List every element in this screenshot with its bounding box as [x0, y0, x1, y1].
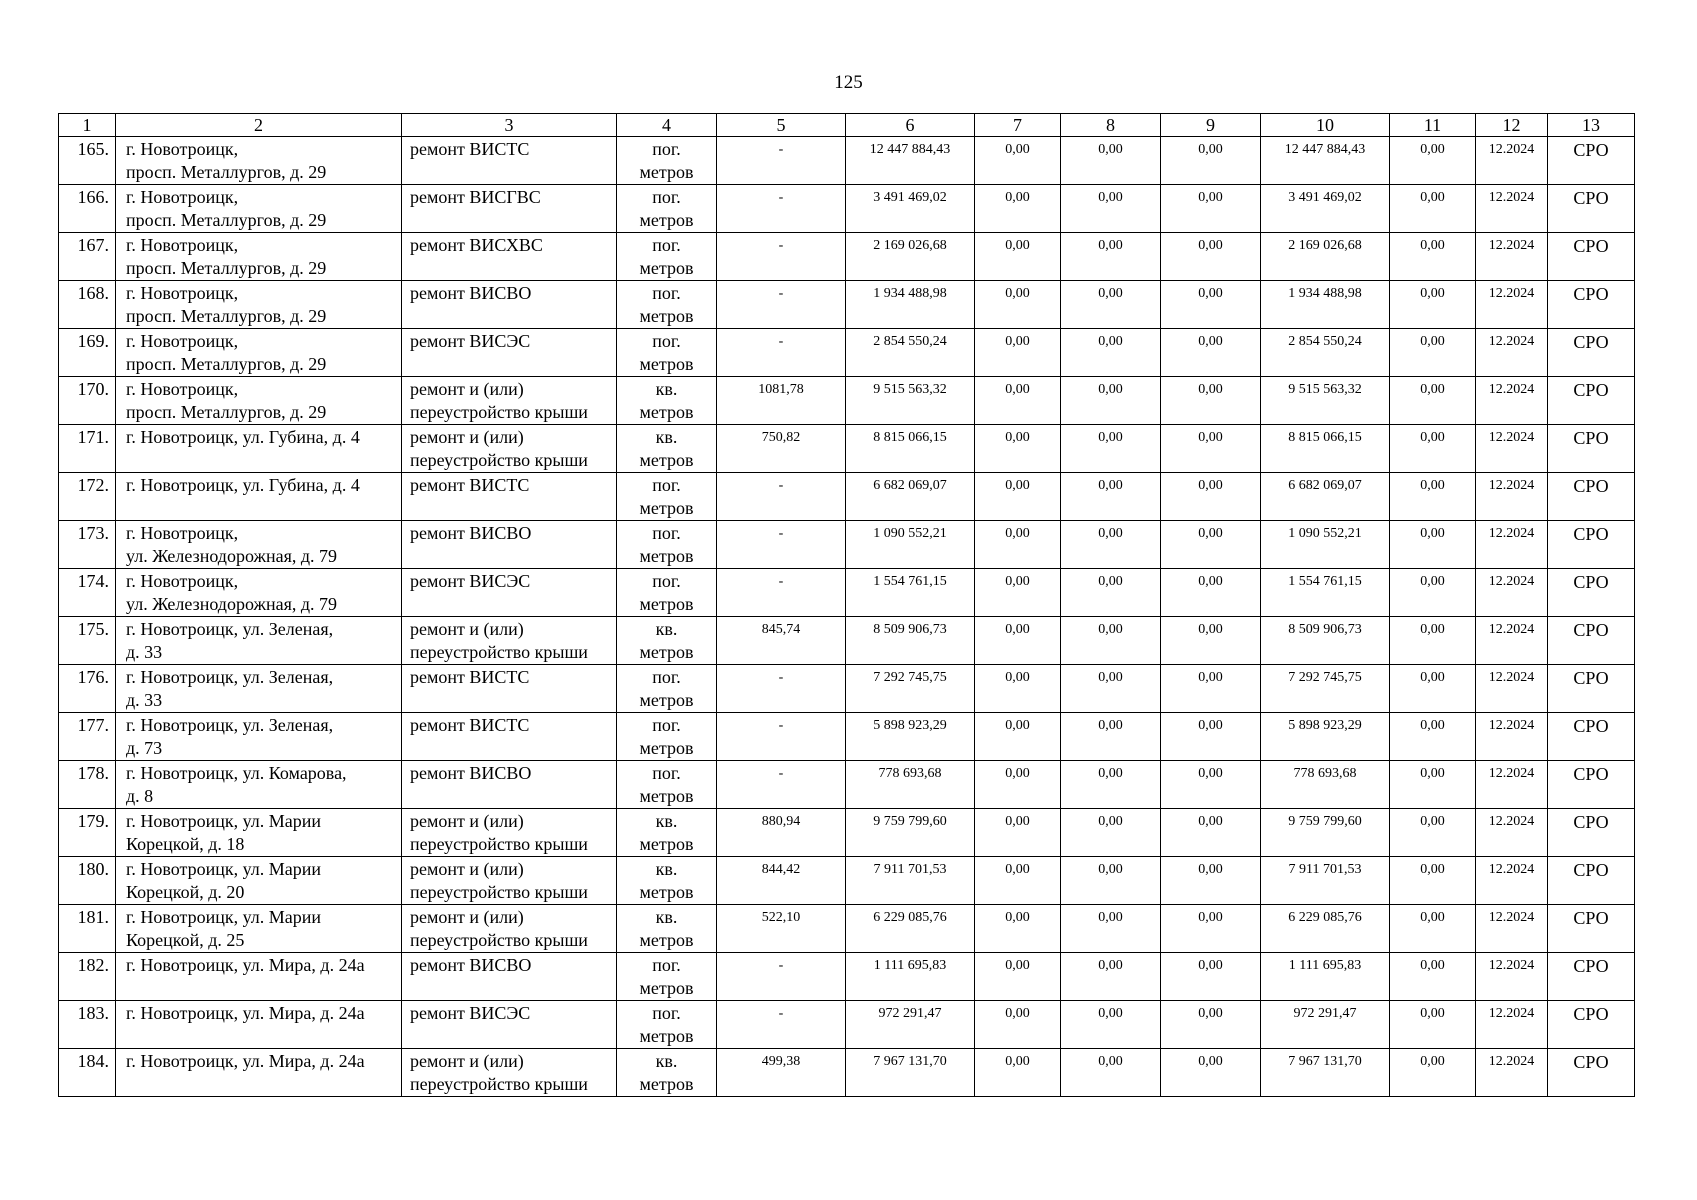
row-number: 179.: [59, 809, 116, 857]
unit-cell: пог. метров: [617, 665, 717, 713]
period-cell: 12.2024: [1476, 1049, 1548, 1097]
work-type-cell: ремонт ВИСТС: [402, 473, 617, 521]
total-cost-cell: 6 682 069,07: [846, 473, 975, 521]
volume-cell: 880,94: [717, 809, 846, 857]
unit-cell: пог. метров: [617, 761, 717, 809]
address-cell: г. Новотроицк, ул. Зеленая, д. 33: [116, 665, 402, 713]
cost-cell: 0,00: [1061, 1001, 1161, 1049]
unit-cell: пог. метров: [617, 1001, 717, 1049]
period-cell: 12.2024: [1476, 569, 1548, 617]
cost-cell: 0,00: [975, 809, 1061, 857]
column-header: 5: [717, 114, 846, 137]
row-number: 180.: [59, 857, 116, 905]
row-number: 168.: [59, 281, 116, 329]
table-row: [59, 185, 1635, 233]
cost-cell: 6 229 085,76: [1261, 905, 1390, 953]
cost-cell: 0,00: [1390, 377, 1476, 425]
cost-cell: 0,00: [975, 233, 1061, 281]
unit-cell: пог. метров: [617, 569, 717, 617]
row-number: 175.: [59, 617, 116, 665]
work-type-cell: ремонт и (или) переустройство крыши: [402, 809, 617, 857]
total-cost-cell: 8 509 906,73: [846, 617, 975, 665]
period-cell: 12.2024: [1476, 665, 1548, 713]
table-row: [59, 905, 1635, 953]
cost-cell: 778 693,68: [1261, 761, 1390, 809]
cost-cell: 0,00: [975, 953, 1061, 1001]
total-cost-cell: 12 447 884,43: [846, 137, 975, 185]
address-cell: г. Новотроицк, ул. Губина, д. 4: [116, 425, 402, 473]
executor-cell: СРО: [1548, 137, 1635, 185]
cost-cell: 7 292 745,75: [1261, 665, 1390, 713]
unit-cell: кв. метров: [617, 857, 717, 905]
cost-cell: 0,00: [975, 281, 1061, 329]
cost-cell: 7 911 701,53: [1261, 857, 1390, 905]
volume-cell: 499,38: [717, 1049, 846, 1097]
volume-cell: -: [717, 473, 846, 521]
executor-cell: СРО: [1548, 761, 1635, 809]
cost-cell: 0,00: [1061, 521, 1161, 569]
table-row: [59, 425, 1635, 473]
cost-cell: 0,00: [1061, 665, 1161, 713]
total-cost-cell: 7 292 745,75: [846, 665, 975, 713]
address-cell: г. Новотроицк, просп. Металлургов, д. 29: [116, 185, 402, 233]
address-cell: г. Новотроицк, просп. Металлургов, д. 29: [116, 233, 402, 281]
address-cell: г. Новотроицк, ул. Мира, д. 24а: [116, 953, 402, 1001]
cost-cell: 0,00: [1161, 1049, 1261, 1097]
unit-cell: кв. метров: [617, 377, 717, 425]
unit-cell: кв. метров: [617, 617, 717, 665]
row-number: 174.: [59, 569, 116, 617]
total-cost-cell: 7 967 131,70: [846, 1049, 975, 1097]
cost-cell: 0,00: [1161, 233, 1261, 281]
period-cell: 12.2024: [1476, 185, 1548, 233]
table-row: [59, 1001, 1635, 1049]
executor-cell: СРО: [1548, 329, 1635, 377]
work-type-cell: ремонт и (или) переустройство крыши: [402, 905, 617, 953]
cost-cell: 0,00: [1061, 857, 1161, 905]
volume-cell: -: [717, 761, 846, 809]
address-cell: г. Новотроицк, ул. Марии Корецкой, д. 20: [116, 857, 402, 905]
volume-cell: -: [717, 233, 846, 281]
column-header: 3: [402, 114, 617, 137]
column-header: 6: [846, 114, 975, 137]
table-row: [59, 1049, 1635, 1097]
unit-cell: пог. метров: [617, 713, 717, 761]
cost-cell: 0,00: [1390, 425, 1476, 473]
unit-cell: пог. метров: [617, 281, 717, 329]
row-number: 167.: [59, 233, 116, 281]
cost-cell: 0,00: [1390, 329, 1476, 377]
address-cell: г. Новотроицк, ул. Зеленая, д. 33: [116, 617, 402, 665]
period-cell: 12.2024: [1476, 521, 1548, 569]
address-cell: г. Новотроицк, ул. Комарова, д. 8: [116, 761, 402, 809]
volume-cell: -: [717, 665, 846, 713]
table-row: [59, 857, 1635, 905]
cost-cell: 0,00: [1061, 233, 1161, 281]
cost-cell: 0,00: [1390, 1049, 1476, 1097]
cost-cell: 0,00: [1061, 761, 1161, 809]
cost-cell: 1 111 695,83: [1261, 953, 1390, 1001]
executor-cell: СРО: [1548, 185, 1635, 233]
work-type-cell: ремонт ВИСЭС: [402, 1001, 617, 1049]
cost-cell: 0,00: [975, 1049, 1061, 1097]
table-row: [59, 569, 1635, 617]
period-cell: 12.2024: [1476, 761, 1548, 809]
volume-cell: -: [717, 281, 846, 329]
total-cost-cell: 6 229 085,76: [846, 905, 975, 953]
cost-cell: 0,00: [1390, 521, 1476, 569]
total-cost-cell: 1 090 552,21: [846, 521, 975, 569]
cost-cell: 0,00: [975, 665, 1061, 713]
cost-cell: 0,00: [1061, 953, 1161, 1001]
total-cost-cell: 5 898 923,29: [846, 713, 975, 761]
cost-cell: 0,00: [1061, 281, 1161, 329]
total-cost-cell: 8 815 066,15: [846, 425, 975, 473]
table-row: [59, 953, 1635, 1001]
cost-cell: 0,00: [1390, 857, 1476, 905]
cost-cell: 0,00: [975, 329, 1061, 377]
address-cell: г. Новотроицк, просп. Металлургов, д. 29: [116, 281, 402, 329]
period-cell: 12.2024: [1476, 137, 1548, 185]
cost-cell: 0,00: [1161, 713, 1261, 761]
unit-cell: пог. метров: [617, 137, 717, 185]
cost-cell: 0,00: [975, 569, 1061, 617]
cost-cell: 0,00: [1061, 809, 1161, 857]
unit-cell: кв. метров: [617, 809, 717, 857]
cost-cell: 0,00: [975, 761, 1061, 809]
cost-cell: 0,00: [1161, 137, 1261, 185]
cost-cell: 3 491 469,02: [1261, 185, 1390, 233]
unit-cell: кв. метров: [617, 905, 717, 953]
executor-cell: СРО: [1548, 617, 1635, 665]
cost-cell: 972 291,47: [1261, 1001, 1390, 1049]
row-number: 166.: [59, 185, 116, 233]
address-cell: г. Новотроицк, ул. Железнодорожная, д. 79: [116, 569, 402, 617]
cost-cell: 0,00: [975, 617, 1061, 665]
cost-cell: 1 934 488,98: [1261, 281, 1390, 329]
cost-cell: 0,00: [975, 377, 1061, 425]
cost-cell: 0,00: [1061, 569, 1161, 617]
table-row: [59, 521, 1635, 569]
table-row: [59, 617, 1635, 665]
cost-cell: 0,00: [1061, 377, 1161, 425]
cost-cell: 0,00: [1161, 329, 1261, 377]
work-type-cell: ремонт и (или) переустройство крыши: [402, 1049, 617, 1097]
work-type-cell: ремонт ВИСЭС: [402, 569, 617, 617]
executor-cell: СРО: [1548, 905, 1635, 953]
cost-cell: 0,00: [1061, 905, 1161, 953]
cost-cell: 9 515 563,32: [1261, 377, 1390, 425]
row-number: 173.: [59, 521, 116, 569]
cost-cell: 0,00: [1390, 185, 1476, 233]
table-row: [59, 281, 1635, 329]
cost-cell: 0,00: [1161, 665, 1261, 713]
work-type-cell: ремонт ВИСЭС: [402, 329, 617, 377]
table-row: [59, 329, 1635, 377]
cost-cell: 0,00: [975, 905, 1061, 953]
row-number: 165.: [59, 137, 116, 185]
cost-cell: 0,00: [1161, 473, 1261, 521]
cost-cell: 5 898 923,29: [1261, 713, 1390, 761]
row-number: 178.: [59, 761, 116, 809]
cost-cell: 0,00: [1161, 761, 1261, 809]
cost-cell: 0,00: [1390, 137, 1476, 185]
cost-cell: 6 682 069,07: [1261, 473, 1390, 521]
cost-cell: 0,00: [1390, 809, 1476, 857]
unit-cell: пог. метров: [617, 233, 717, 281]
cost-cell: 0,00: [1390, 665, 1476, 713]
total-cost-cell: 972 291,47: [846, 1001, 975, 1049]
cost-cell: 0,00: [1161, 569, 1261, 617]
cost-cell: 0,00: [1061, 137, 1161, 185]
period-cell: 12.2024: [1476, 281, 1548, 329]
table-row: [59, 713, 1635, 761]
address-cell: г. Новотроицк, просп. Металлургов, д. 29: [116, 329, 402, 377]
cost-cell: 0,00: [1161, 809, 1261, 857]
cost-cell: 0,00: [1061, 185, 1161, 233]
executor-cell: СРО: [1548, 377, 1635, 425]
cost-cell: 0,00: [1061, 1049, 1161, 1097]
cost-cell: 12 447 884,43: [1261, 137, 1390, 185]
executor-cell: СРО: [1548, 425, 1635, 473]
cost-cell: 0,00: [1390, 761, 1476, 809]
address-cell: г. Новотроицк, ул. Марии Корецкой, д. 25: [116, 905, 402, 953]
unit-cell: пог. метров: [617, 329, 717, 377]
unit-cell: пог. метров: [617, 185, 717, 233]
column-header: 4: [617, 114, 717, 137]
period-cell: 12.2024: [1476, 473, 1548, 521]
executor-cell: СРО: [1548, 1049, 1635, 1097]
cost-cell: 0,00: [1390, 713, 1476, 761]
page-number: 125: [834, 72, 863, 93]
volume-cell: -: [717, 185, 846, 233]
total-cost-cell: 3 491 469,02: [846, 185, 975, 233]
address-cell: г. Новотроицк, ул. Марии Корецкой, д. 18: [116, 809, 402, 857]
unit-cell: кв. метров: [617, 1049, 717, 1097]
table-row: [59, 665, 1635, 713]
column-header: 10: [1261, 114, 1390, 137]
column-header: 12: [1476, 114, 1548, 137]
cost-cell: 0,00: [1390, 953, 1476, 1001]
address-cell: г. Новотроицк, ул. Мира, д. 24а: [116, 1049, 402, 1097]
cost-cell: 0,00: [1161, 425, 1261, 473]
table-row: [59, 377, 1635, 425]
unit-cell: пог. метров: [617, 953, 717, 1001]
address-cell: г. Новотроицк, ул. Мира, д. 24а: [116, 1001, 402, 1049]
cost-cell: 8 815 066,15: [1261, 425, 1390, 473]
work-type-cell: ремонт ВИСТС: [402, 713, 617, 761]
work-type-cell: ремонт ВИСГВС: [402, 185, 617, 233]
work-type-cell: ремонт ВИСВО: [402, 521, 617, 569]
work-type-cell: ремонт ВИСТС: [402, 665, 617, 713]
total-cost-cell: 2 854 550,24: [846, 329, 975, 377]
work-type-cell: ремонт ВИСХВС: [402, 233, 617, 281]
cost-cell: 0,00: [1390, 1001, 1476, 1049]
cost-cell: 0,00: [1161, 377, 1261, 425]
work-type-cell: ремонт ВИСТС: [402, 137, 617, 185]
executor-cell: СРО: [1548, 665, 1635, 713]
total-cost-cell: 1 554 761,15: [846, 569, 975, 617]
work-type-cell: ремонт и (или) переустройство крыши: [402, 377, 617, 425]
cost-cell: 1 554 761,15: [1261, 569, 1390, 617]
volume-cell: -: [717, 1001, 846, 1049]
total-cost-cell: 2 169 026,68: [846, 233, 975, 281]
executor-cell: СРО: [1548, 233, 1635, 281]
executor-cell: СРО: [1548, 473, 1635, 521]
cost-cell: 1 090 552,21: [1261, 521, 1390, 569]
work-type-cell: ремонт и (или) переустройство крыши: [402, 617, 617, 665]
cost-cell: 0,00: [1161, 953, 1261, 1001]
address-cell: г. Новотроицк, ул. Железнодорожная, д. 79: [116, 521, 402, 569]
work-type-cell: ремонт ВИСВО: [402, 761, 617, 809]
row-number: 177.: [59, 713, 116, 761]
repair-program-table: [58, 113, 1635, 1097]
period-cell: 12.2024: [1476, 713, 1548, 761]
executor-cell: СРО: [1548, 857, 1635, 905]
address-cell: г. Новотроицк, просп. Металлургов, д. 29: [116, 377, 402, 425]
cost-cell: 2 854 550,24: [1261, 329, 1390, 377]
cost-cell: 0,00: [975, 137, 1061, 185]
table-row: [59, 761, 1635, 809]
volume-cell: -: [717, 329, 846, 377]
executor-cell: СРО: [1548, 569, 1635, 617]
address-cell: г. Новотроицк, ул. Зеленая, д. 73: [116, 713, 402, 761]
row-number: 171.: [59, 425, 116, 473]
cost-cell: 0,00: [1161, 857, 1261, 905]
table-row: [59, 233, 1635, 281]
executor-cell: СРО: [1548, 953, 1635, 1001]
period-cell: 12.2024: [1476, 377, 1548, 425]
table-row: [59, 137, 1635, 185]
unit-cell: кв. метров: [617, 425, 717, 473]
volume-cell: 1081,78: [717, 377, 846, 425]
cost-cell: 0,00: [1161, 521, 1261, 569]
cost-cell: 0,00: [1390, 473, 1476, 521]
row-number: 183.: [59, 1001, 116, 1049]
cost-cell: 0,00: [1161, 617, 1261, 665]
cost-cell: 8 509 906,73: [1261, 617, 1390, 665]
column-header: 9: [1161, 114, 1261, 137]
column-header: 1: [59, 114, 116, 137]
cost-cell: 2 169 026,68: [1261, 233, 1390, 281]
table-row: [59, 473, 1635, 521]
cost-cell: 0,00: [975, 857, 1061, 905]
cost-cell: 9 759 799,60: [1261, 809, 1390, 857]
total-cost-cell: 1 111 695,83: [846, 953, 975, 1001]
work-type-cell: ремонт и (или) переустройство крыши: [402, 425, 617, 473]
row-number: 182.: [59, 953, 116, 1001]
cost-cell: 0,00: [975, 425, 1061, 473]
row-number: 169.: [59, 329, 116, 377]
period-cell: 12.2024: [1476, 1001, 1548, 1049]
cost-cell: 7 967 131,70: [1261, 1049, 1390, 1097]
cost-cell: 0,00: [1390, 905, 1476, 953]
work-type-cell: ремонт ВИСВО: [402, 281, 617, 329]
unit-cell: пог. метров: [617, 521, 717, 569]
volume-cell: -: [717, 521, 846, 569]
total-cost-cell: 9 515 563,32: [846, 377, 975, 425]
period-cell: 12.2024: [1476, 617, 1548, 665]
cost-cell: 0,00: [1161, 905, 1261, 953]
executor-cell: СРО: [1548, 281, 1635, 329]
cost-cell: 0,00: [1390, 281, 1476, 329]
table-row: [59, 809, 1635, 857]
total-cost-cell: 778 693,68: [846, 761, 975, 809]
cost-cell: 0,00: [1061, 617, 1161, 665]
cost-cell: 0,00: [1161, 1001, 1261, 1049]
cost-cell: 0,00: [1061, 425, 1161, 473]
period-cell: 12.2024: [1476, 233, 1548, 281]
cost-cell: 0,00: [1390, 617, 1476, 665]
row-number: 172.: [59, 473, 116, 521]
executor-cell: СРО: [1548, 809, 1635, 857]
total-cost-cell: 9 759 799,60: [846, 809, 975, 857]
cost-cell: 0,00: [1061, 713, 1161, 761]
column-header: 8: [1061, 114, 1161, 137]
executor-cell: СРО: [1548, 521, 1635, 569]
address-cell: г. Новотроицк, ул. Губина, д. 4: [116, 473, 402, 521]
row-number: 176.: [59, 665, 116, 713]
period-cell: 12.2024: [1476, 329, 1548, 377]
total-cost-cell: 1 934 488,98: [846, 281, 975, 329]
volume-cell: -: [717, 713, 846, 761]
unit-cell: пог. метров: [617, 473, 717, 521]
cost-cell: 0,00: [1161, 281, 1261, 329]
volume-cell: -: [717, 569, 846, 617]
column-header: 2: [116, 114, 402, 137]
cost-cell: 0,00: [1061, 329, 1161, 377]
volume-cell: 844,42: [717, 857, 846, 905]
cost-cell: 0,00: [975, 713, 1061, 761]
cost-cell: 0,00: [975, 521, 1061, 569]
volume-cell: -: [717, 953, 846, 1001]
column-header: 11: [1390, 114, 1476, 137]
period-cell: 12.2024: [1476, 425, 1548, 473]
column-number-row: [59, 114, 1635, 137]
period-cell: 12.2024: [1476, 953, 1548, 1001]
row-number: 181.: [59, 905, 116, 953]
row-number: 184.: [59, 1049, 116, 1097]
executor-cell: СРО: [1548, 1001, 1635, 1049]
volume-cell: 522,10: [717, 905, 846, 953]
cost-cell: 0,00: [1061, 473, 1161, 521]
row-number: 170.: [59, 377, 116, 425]
period-cell: 12.2024: [1476, 857, 1548, 905]
column-header: 7: [975, 114, 1061, 137]
cost-cell: 0,00: [975, 473, 1061, 521]
executor-cell: СРО: [1548, 713, 1635, 761]
table-body: [59, 137, 1635, 1097]
period-cell: 12.2024: [1476, 809, 1548, 857]
work-type-cell: ремонт ВИСВО: [402, 953, 617, 1001]
cost-cell: 0,00: [975, 1001, 1061, 1049]
volume-cell: -: [717, 137, 846, 185]
cost-cell: 0,00: [975, 185, 1061, 233]
cost-cell: 0,00: [1390, 233, 1476, 281]
cost-cell: 0,00: [1161, 185, 1261, 233]
period-cell: 12.2024: [1476, 905, 1548, 953]
column-header: 13: [1548, 114, 1635, 137]
total-cost-cell: 7 911 701,53: [846, 857, 975, 905]
volume-cell: 750,82: [717, 425, 846, 473]
work-type-cell: ремонт и (или) переустройство крыши: [402, 857, 617, 905]
volume-cell: 845,74: [717, 617, 846, 665]
cost-cell: 0,00: [1390, 569, 1476, 617]
address-cell: г. Новотроицк, просп. Металлургов, д. 29: [116, 137, 402, 185]
